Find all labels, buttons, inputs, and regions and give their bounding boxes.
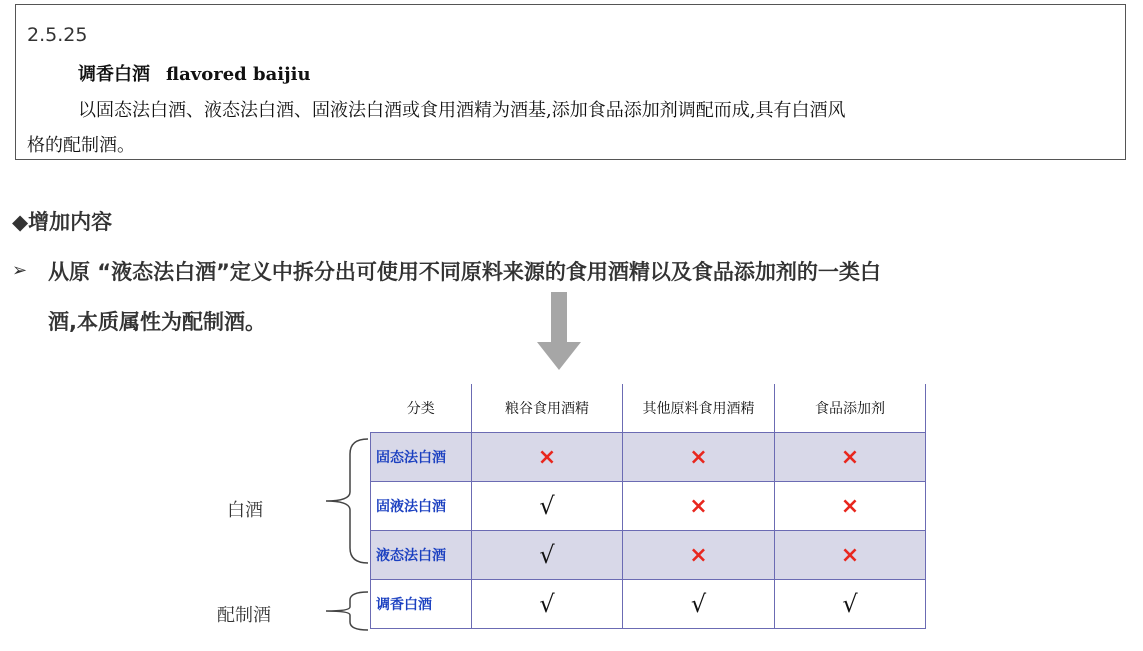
cross-mark: × [472, 433, 623, 482]
group-label-baijiu: 白酒 [227, 500, 263, 521]
section-heading: ◆增加内容 [12, 210, 113, 234]
cross-mark: × [775, 433, 926, 482]
brace-baijiu-icon [320, 436, 372, 566]
check-mark: √ [472, 531, 623, 580]
bullet-text-line1: 从原 “液态法白酒”定义中拆分出可使用不同原料来源的食用酒精以及食品添加剂的一类白 [48, 260, 881, 284]
check-mark: √ [775, 580, 926, 629]
check-mark: √ [472, 580, 623, 629]
cross-mark: × [623, 482, 775, 531]
brace-peizhijiu-icon [320, 590, 372, 632]
header-food-additive: 食品添加剂 [775, 384, 926, 433]
cross-mark: × [775, 531, 926, 580]
down-arrow-icon [537, 292, 581, 372]
group-label-peizhijiu: 配制酒 [217, 605, 271, 626]
definition-term-zh: 调香白酒 [78, 64, 150, 85]
check-mark: √ [623, 580, 775, 629]
row-category: 液态法白酒 [371, 531, 472, 580]
definition-number: 2.5.25 [27, 24, 88, 46]
cross-mark: × [623, 433, 775, 482]
table-header-row [371, 384, 926, 433]
table-row [371, 580, 926, 629]
header-other-alcohol: 其他原料食用酒精 [623, 384, 775, 433]
bullet-text-line2: 酒,本质属性为配制酒。 [48, 310, 266, 334]
header-category: 分类 [371, 384, 472, 433]
cross-mark: × [623, 531, 775, 580]
table-row [371, 531, 926, 580]
cross-mark: × [775, 482, 926, 531]
row-category: 固态法白酒 [371, 433, 472, 482]
definition-term-en: flavored baijiu [166, 64, 311, 85]
definition-body-line1: 以固态法白酒、液态法白酒、固液法白酒或食用酒精为酒基,添加食品添加剂调配而成,具有白酒风 [78, 100, 846, 121]
row-category: 固液法白酒 [371, 482, 472, 531]
table-row [371, 433, 926, 482]
definition-body-line2: 格的配制酒。 [27, 135, 135, 156]
check-mark: √ [472, 482, 623, 531]
bullet-arrow-icon: ➢ [12, 260, 28, 281]
row-category: 调香白酒 [371, 580, 472, 629]
header-grain-alcohol: 粮谷食用酒精 [472, 384, 623, 433]
definition-term [78, 60, 311, 86]
table-row [371, 482, 926, 531]
classification-table [370, 384, 926, 629]
